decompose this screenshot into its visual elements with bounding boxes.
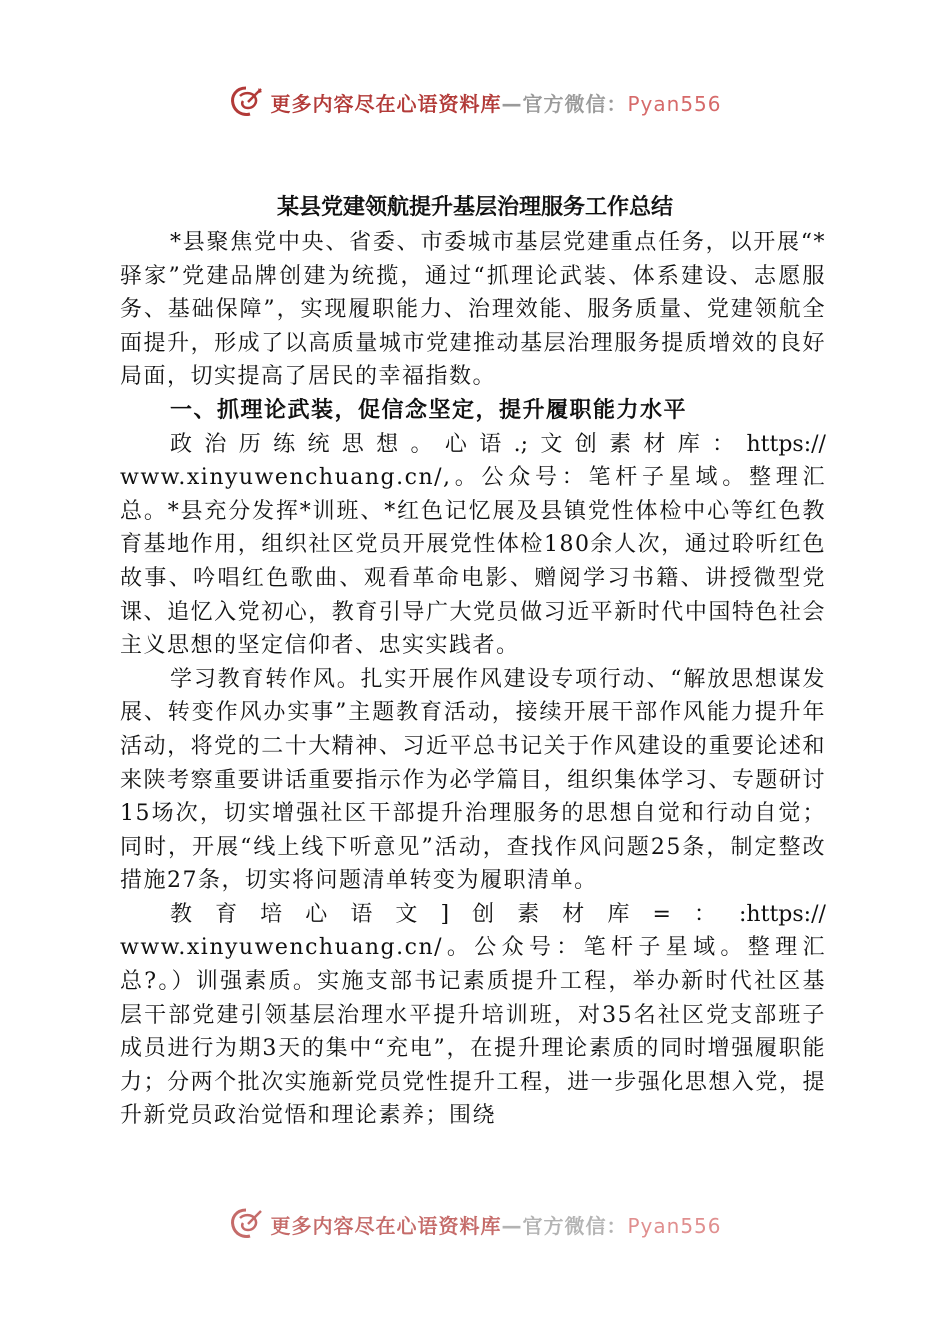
paragraph-3-spread-char: 创 [472, 901, 495, 927]
paragraph-1-spread-char: 文 [540, 431, 563, 457]
paragraph-1-spread-char: 练 [273, 431, 296, 457]
paragraph-1-spread-char: 想 [376, 431, 399, 457]
paragraph-1-spread-char: 心 [444, 431, 467, 457]
paragraph-1-spread-char: .; [513, 431, 528, 457]
paragraph-1-spread-char: 统 [307, 431, 330, 457]
paragraph-3-spread-char: ： [693, 901, 716, 927]
paragraph-3-spread-char: 教 [170, 901, 193, 927]
document-title: 某县党建领航提升基层治理服务工作总结 [276, 194, 673, 220]
paragraph-3-spread-char: 语 [350, 901, 373, 927]
paragraph-1-spread-char: ： [712, 431, 735, 457]
watermark-logo-icon [228, 84, 264, 120]
watermark-text-bottom: 更多内容尽在心语资料库—官方微信：Pyan556 [270, 1213, 722, 1238]
paragraph-3-spread-char: 材 [562, 901, 585, 927]
paragraph-3-body: www.xinyuwenchuang.cn/。公众号：笔杆子星域。整理汇总?。）训强素质。实施支部书记素质提升工程，举办新时代社区基层干部党建引领基层治理水平提升培训班，对35名社区党支部班子成员进行为期3天的集中“充电”，在提升理论素质的同时增强履职能力；分两个批次实施新党员党性提升工程，进一步强化思想入党，提升新党员政治觉悟和理论素养；围绕 [120, 935, 826, 1129]
paragraph-1-spread-char: 素 [609, 431, 632, 457]
paragraph-3-spread-char: 文 [395, 901, 418, 927]
intro-paragraph: *县聚焦党中央、省委、市委城市基层党建重点任务，以开展“*驿家”党建品牌创建为统揽，通过“抓理论武装、体系建设、志愿服务、基础保障”，实现履职能力、治理效能、服务质量、党建领航全面提升，形成了以高质量城市党建推动基层治理服务提质增效的良好局面，切实提高了居民的幸福指数。 [120, 230, 826, 390]
watermark-text: 更多内容尽在心语资料库—官方微信：Pyan556 [270, 91, 722, 116]
paragraph-1-spread-char: https:// [746, 431, 826, 457]
paragraph-1-spread-char: 。 [410, 431, 433, 457]
paragraph-1-body: www.xinyuwenchuang.cn/,。公众号：笔杆子星域。整理汇总。*县充分发挥*训班、*红色记忆展及县镇党性体检中心等红色教育基地作用，组织社区党员开展党性体检180余人次，通过聆听红色故事、吟唱红色歌曲、观看革命电影、赠阅学习书籍、讲授微型党课、追忆入党初心，教育引导广大党员做习近平新时代中国特色社会主义思想的坚定信仰者、忠实实践者。 [120, 465, 826, 659]
watermark-footer [0, 1206, 950, 1242]
paragraph-1-spread-char: 治 [204, 431, 227, 457]
watermark-header [0, 84, 950, 120]
paragraph-3-spread-char: :https:// [739, 901, 826, 927]
paragraph-3-spread-char: 素 [517, 901, 540, 927]
paragraph-1-spread-line [120, 428, 826, 462]
paragraph-1-spread-char: 库 [677, 431, 700, 457]
paragraph-1-spread-char: 历 [238, 431, 261, 457]
paragraph-2: 学习教育转作风。扎实开展作风建设专项行动、“解放思想谋发展、转变作风办实事”主题教育活动，接续开展干部作风能力提升年活动，将党的二十大精神、习近平总书记关于作风建设的重要论述和来陕考察重要讲话重要指示作为必学篇目，组织集体学习、专题研讨15场次，切实增强社区干部提升治理服务的思想自觉和行动自觉；同时，开展“线上线下听意见”活动，查找作风问题25条，制定整改措施27条，切实将问题清单转变为履职清单。 [120, 666, 826, 894]
paragraph-3-spread-char: 库 [607, 901, 630, 927]
paragraph-1-spread-char: 思 [341, 431, 364, 457]
document-body [120, 226, 826, 1133]
paragraph-3-spread-char: = [652, 901, 671, 927]
section-heading-1: 一、抓理论武装，促信念坚定，提升履职能力水平 [170, 396, 688, 423]
watermark-logo-icon [228, 1206, 264, 1242]
paragraph-3-spread-char: 培 [260, 901, 283, 927]
paragraph-1-spread-char: 语 [479, 431, 502, 457]
paragraph-3-spread-char: 育 [215, 901, 238, 927]
paragraph-3-spread-line [120, 898, 826, 932]
paragraph-1-spread-char: 政 [170, 431, 193, 457]
paragraph-1-spread-char: 材 [643, 431, 666, 457]
paragraph-3-spread-char: ] [440, 901, 450, 927]
paragraph-3-spread-char: 心 [305, 901, 328, 927]
paragraph-1-spread-char: 创 [574, 431, 597, 457]
